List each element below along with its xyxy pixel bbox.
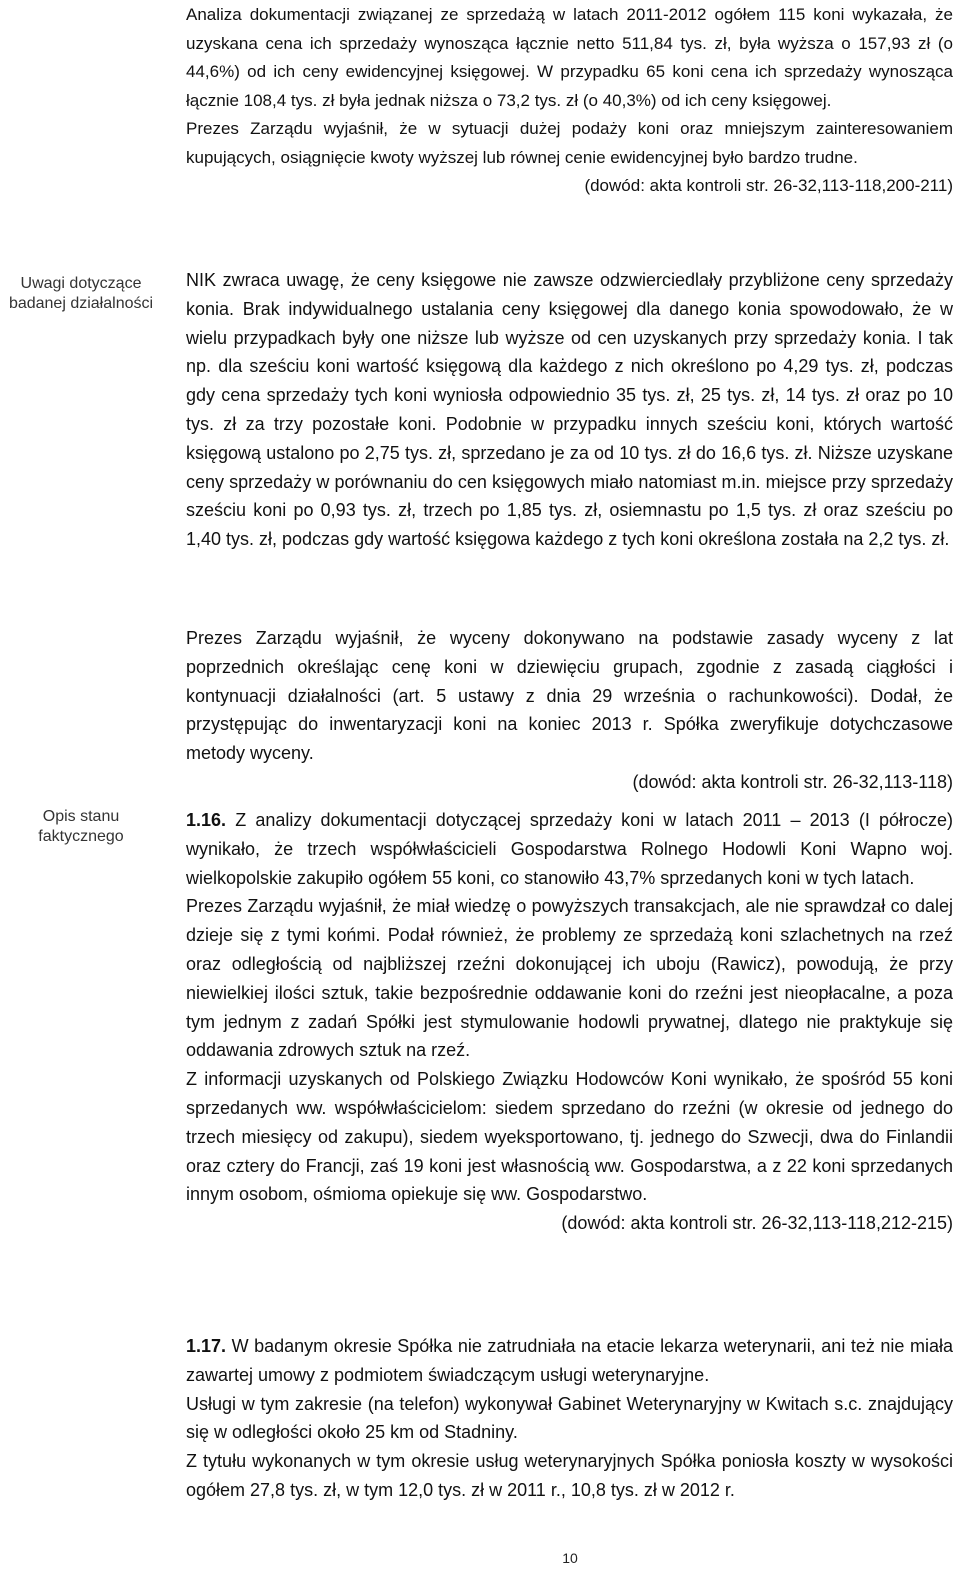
section-1-17 (186, 1332, 953, 1505)
remarks-label-line-2: badanej działalności (8, 295, 154, 312)
facts-label-line-1: Opis stanu (42, 808, 120, 825)
valuation-explanation (186, 624, 953, 797)
section-number: 1.17. (186, 1336, 227, 1356)
paragraph-vet-services: Usługi w tym zakresie (na telefon) wykonywał Gabinet Weterynaryjny w Kwitach s.c. znajdujący się w odległości około 25 km od Stadniny. (186, 1393, 953, 1443)
page-number: 10 (562, 1550, 578, 1566)
nik-remarks (186, 266, 953, 554)
remarks-section (186, 1, 953, 201)
paragraph-vet-costs: Z tytułu wykonanych w tym okresie usług weterynaryjnych Spółka poniosła koszty w wysokości ogółem 27,8 tys. zł, w tym 12,0 tys. zł w 2011 r., 10,8 tys. zł w 2012 r. (186, 1451, 953, 1500)
section-1-17-text: W badanym okresie Spółka nie zatrudniała na etacie lekarza weterynarii, ani też nie miała zawartej umowy z podmiotem świadczącym usługi weterynaryjne. (186, 1336, 953, 1385)
section-1-17-intro (186, 1332, 953, 1390)
paragraph-president-explanation: Prezes Zarządu wyjaśnił, że w sytuacji dużej podaży koni oraz mniejszym zainteresowaniem kupujących, osiągnięcie kwoty wyższej lub równej cenie ewidencyjnej było bardzo trudne. (186, 119, 953, 167)
section-number: 1.16. (186, 810, 227, 830)
section-1-16-text: Z analizy dokumentacji dotyczącej sprzedaży koni w latach 2011 – 2013 (I półrocze) wynikało, że trzech współwłaścicieli Gospodarstwa Rolnego Hodowli Koni Wapno woj. wielkopolskie zakupiło ogółem 55 koni, co stanowiło 43,7% sprzedanych koni w tych latach. (186, 810, 953, 888)
paragraph-nik-remark: NIK zwraca uwagę, że ceny księgowe nie zawsze odzwierciedlały przybliżone ceny sprzedaży konia. Brak indywidualnego ustalania ceny księgowej dla danego konia spowodowało, że w wielu przypadkach były one niższe lub wyższe od cen uzyskanych przy sprzedaży konia. I tak np. dla sześciu koni wartość księgową dla każdego z nich określono po 4,29 tys. zł, podczas gdy cena sprzedaży tych koni wyniosła odpowiednio 35 tys. zł, 25 tys. zł, 14 tys. zł oraz po 10 tys. zł za trzy pozostałe koni. Podobnie w przypadku innych sześciu koni, których wartość księgową ustalono po 2,75 tys. zł, sprzedano je za od 10 tys. zł do 16,6 tys. zł. Niższe uzyskane ceny sprzedaży w porównaniu do cen księgowych miało natomiast m.in. miejsce przy sprzedaży sześciu koni po 0,93 tys. zł, trzech po 1,85 tys. zł, osiemnastu po 1,5 tys. zł oraz sześciu po 1,40 tys. zł, podczas gdy wartość księgowa każdego z tych koni określona została na 2,2 tys. zł. (186, 270, 953, 550)
sidebar-facts-label (0, 807, 162, 847)
paragraph-pzhk-info: Z informacji uzyskanych od Polskiego Związku Hodowców Koni wynikało, że spośród 55 koni sprzedanych ww. współwłaścicielom: siedem sprzedano do rzeźni (w okresie od jednego do trzech miesięcy od zakupu), siedem wyeksportowano, tj. jednego do Szwecji, dwa do Finlandii oraz cztery do Francji, zaś 19 koni jest własnością ww. Gospodarstwa, a z 22 koni sprzedanych innym osobom, ośmioma opiekuje się ww. Gospodarstwo. (186, 1069, 953, 1205)
paragraph-president-horses: Prezes Zarządu wyjaśnił, że miał wiedzę o powyższych transakcjach, ale nie sprawdzał co dalej dzieje się z tymi końmi. Podał również, że problemy ze sprzedażą koni szlachetnych na rzeź oraz odległością od najbliższej rzeźni dokonującej ich uboju (Rawicz), powodują, że przy niewielkiej ilości sztuk, takie bezpośrednie oddawanie koni do rzeźni jest nieopłacalne, a poza tym jednym z zadań Spółki jest stymulowanie hodowli prywatnej, dlatego nie praktykuje się oddawania zdrowych sztuk na rzeź. (186, 896, 953, 1061)
evidence-citation: (dowód: akta kontroli str. 26-32,113-118,200-211) (584, 176, 953, 195)
evidence-citation: (dowód: akta kontroli str. 26-32,113-118) (632, 771, 953, 792)
section-1-16-intro (186, 806, 953, 892)
facts-label-line-2: faktycznego (38, 828, 124, 845)
sidebar-remarks-label (0, 274, 162, 314)
remarks-label-line-1: Uwagi dotyczące (20, 275, 142, 292)
section-1-16 (186, 806, 953, 1238)
evidence-citation: (dowód: akta kontroli str. 26-32,113-118,212-215) (561, 1213, 953, 1234)
paragraph-sales-analysis: Analiza dokumentacji związanej ze sprzedażą w latach 2011-2012 ogółem 115 koni wykazała, że uzyskana cena ich sprzedaży wynosząca łącznie netto 511,84 tys. zł, była wyższa o 157,93 zł (o 44,6%) od ich ceny ewidencyjnej księgowej. W przypadku 65 koni cena ich sprzedaży wynosząca łącznie 108,4 tys. zł była jednak niższa o 73,2 tys. zł (o 40,3%) od ich ceny księgowej. (186, 5, 953, 110)
paragraph-valuation-explanation: Prezes Zarządu wyjaśnił, że wyceny dokonywano na podstawie zasady wyceny z lat poprzednich określając cenę koni w dziewięciu grupach, zgodnie z zasadą ciągłości i kontynuacji działalności (art. 5 ustawy z dnia 29 września o rachunkowości). Dodał, że przystępując do inwentaryzacji koni na koniec 2013 r. Spółka zweryfikuje dotychczasowe metody wyceny. (186, 628, 953, 764)
